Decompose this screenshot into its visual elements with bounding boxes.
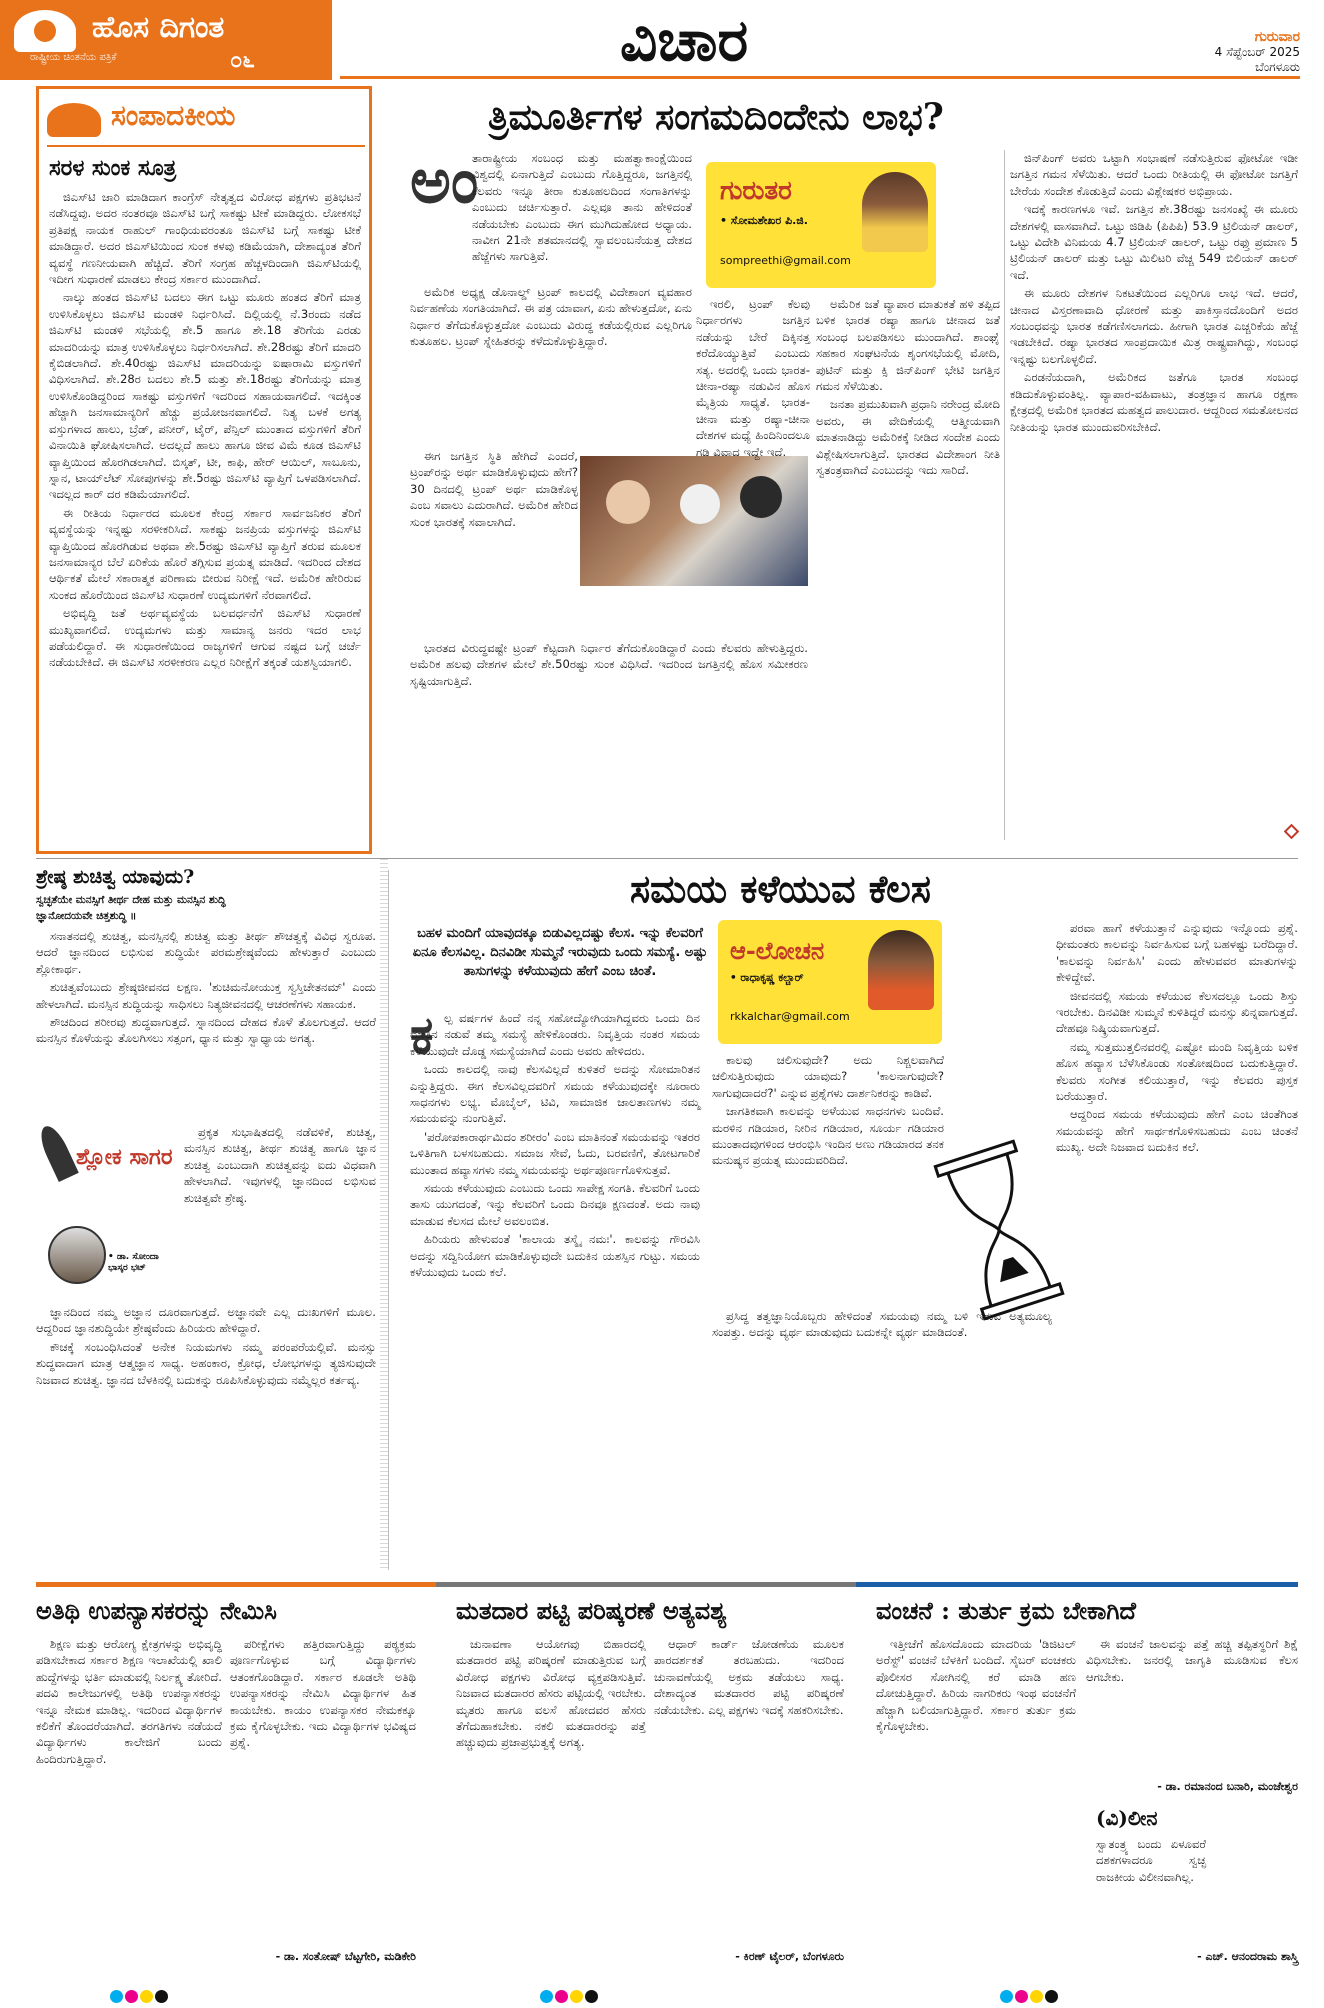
lead-col-mid (816, 296, 1000, 836)
lead-col-right (1010, 150, 1298, 836)
feature-body-side (184, 1124, 376, 1300)
second-paragraph: ಲ್ಪ ವರ್ಷಗಳ ಹಿಂದೆ ನನ್ನ ಸಹೋದ್ಯೋಗಿಯಾಗಿದ್ದವರು ಒಂದು ದಿನ ಮಾತಿನ ನಡುವೆ ತಮ್ಮ ಸಮಸ್ಯೆ ಹೇಳಿಕೊಂಡರು. ನಿವೃತ್ತಿಯ ನಂತರ ಸಮಯ ಕಳೆಯುವುದೇ ದೊಡ್ಡ ಸಮಸ್ಯೆಯಾಗಿದೆ ಎಂದು ಅವರು ಹೇಳಿದರು. (410, 1011, 700, 1058)
lead-paragraph: ಈ ಮೂರು ದೇಶಗಳ ನಿಕಟತೆಯಿಂದ ಎಲ್ಲರಿಗೂ ಲಾಭ ಇದೆ. ಆದರೆ, ಚೀನಾದ ವಿಸ್ತರಣಾವಾದಿ ಧೋರಣೆ ಮತ್ತು ಪಾಕಿಸ್ತಾನದೊಂದಿಗೆ ಅದರ ಸಂಬಂಧವನ್ನು ಭಾರತ ಕಡೆಗಣಿಸಲಾಗದು. ಹೀಗಾಗಿ ಭಾರತ ಎಚ್ಚರಿಕೆಯ ಹೆಜ್ಜೆ ಇಡಬೇಕಿದೆ. ರಷ್ಯಾ ಭಾರತದ ಸಾಂಪ್ರದಾಯಿಕ ಮಿತ್ರ ರಾಷ್ಟ್ರವಾಗಿದ್ದು, ಸಂಬಂಧ ಇನ್ನಷ್ಟು ಬಲಗೊಳ್ಳಲಿದೆ. (1010, 286, 1298, 366)
letter-tail-body (1096, 1836, 1206, 1946)
second-email: rkkalchar@gmail.com (730, 1010, 850, 1023)
second-deck: ಬಹಳ ಮಂದಿಗೆ ಯಾವುದಕ್ಕೂ ಬಿಡುವಿಲ್ಲದಷ್ಟು ಕೆಲಸ. ಇನ್ನು ಕೆಲವರಿಗೆ ಏನೂ ಕೆಲಸವಿಲ್ಲ. ದಿನವಿಡೀ ಸುಮ್ಮನೆ ಇರುವುದು ಒಂದು ಸಮಸ್ಯೆ. ಅಷ್ಟು ತಾಸುಗಳನ್ನು ಕಳೆಯುವುದು ಹೇಗೆ ಎಂಬ ಚಿಂತೆ. (412, 926, 708, 979)
editorial-paragraph: ಅಭಿವೃದ್ಧಿ ಜತೆ ಅರ್ಥವ್ಯವಸ್ಥೆಯ ಬಲವರ್ಧನೆಗೆ ಜಿಎಸ್‌ಟಿ ಸುಧಾರಣೆ ಮುಖ್ಯವಾಗಲಿದೆ. ಉದ್ಯಮಗಳು ಮತ್ತು ಸಾಮಾನ್ಯ ಜನರು ಇದರ ಲಾಭ ಪಡೆಯಲಿದ್ದಾರೆ. ಈ ಸುಧಾರಣೆಯಿಂದ ರಾಜ್ಯಗಳಿಗೆ ಆಗುವ ನಷ್ಟದ ಬಗ್ಗೆ ಚರ್ಚೆ ನಡೆಯಬೇಕಿದೆ. ಈ ಜಿಎಸ್‌ಟಿ ಸರಳೀಕರಣ ಎಲ್ಲರ ನಿರೀಕ್ಷೆಗೆ ತಕ್ಕಂತೆ ಯಶಸ್ವಿಯಾಗಲಿ. (49, 606, 361, 670)
lead-paragraph: ಎರಡನೆಯದಾಗಿ, ಅಮೆರಿಕದ ಜತೆಗೂ ಭಾರತ ಸಂಬಂಧ ಕಡಿದುಕೊಳ್ಳುವಂತಿಲ್ಲ. ವ್ಯಾಪಾರ-ವಹಿವಾಟು, ತಂತ್ರಜ್ಞಾನ ಹಾಗೂ ರಕ್ಷಣಾ ಕ್ಷೇತ್ರದಲ್ಲಿ ಅಮೆರಿಕ ಭಾರತದ ಮಹತ್ವದ ಪಾಲುದಾರ. ಆದ್ದರಿಂದ ಸಮತೋಲನದ ನೀತಿಯನ್ನು ಭಾರತ ಮುಂದುವರಿಸಬೇಕಿದೆ. (1010, 370, 1298, 434)
lead-col-left-bottom (410, 640, 808, 840)
lead-col-left-mid (410, 448, 578, 634)
lead-intro (472, 150, 692, 282)
masthead-rule (340, 76, 1300, 79)
editorial-paragraph: ನಾಲ್ಕು ಹಂತದ ಜಿಎಸ್‌ಟಿ ಬದಲು ಈಗ ಒಟ್ಟು ಮೂರು ಹಂತದ ತೆರಿಗೆ ಮಾತ್ರ ಉಳಿಸಿಕೊಳ್ಳಲು ಜಿಎಸ್‌ಟಿ ಮಂಡಳಿ ನಿರ್ಧರಿಸಿದೆ. ದಿಲ್ಲಿಯಲ್ಲಿ ನೆ.3ರಂದು ನಡೆದ ಜಿಎಸ್‌ಟಿ ಮಂಡಳಿ ಸಭೆಯಲ್ಲಿ ಶೇ.5 ಹಾಗೂ ಶೇ.18 ತೆರಿಗೆಯ ಎರಡು ಮಾದರಿಯನ್ನು ಮಾತ್ರ ಉಳಿಸಿಕೊಳ್ಳಲು ನಿರ್ಧರಿಸಲಾಗಿದೆ. ಶೇ.28ರಷ್ಟು ತೆರಿಗೆ ಮಾದರಿ ಕೈಬಿಡಲಾಗಿದೆ. ಶೇ.40ರಷ್ಟು ಜಿಎಸ್‌ಟಿ ಮಾದರಿಯನ್ನು ಐಷಾರಾಮಿ ವಸ್ತುಗಳಿಗೆ ವಿಧಿಸಲಾಗಿದೆ. ಶೇ.28ರ ಬದಲು ಶೇ.5 ಮತ್ತು ಶೇ.18ರಷ್ಟು ತೆರಿಗೆಯನ್ನು ಮಾತ್ರ ಉಳಿಸಿಕೊಂಡಿದ್ದರಿಂದ ಸಾಕಷ್ಟು ವಸ್ತುಗಳಿಗೆ ಇದರಿಂದ ಸಹಾಯವಾಗಲಿದೆ. ಇದಕ್ಕಿಂತ ಹೆಚ್ಚಾಗಿ ಜನಸಾಮಾನ್ಯರಿಗೆ ಹೆಚ್ಚು ಪ್ರಯೋಜನವಾಗಲಿದೆ. ನಿತ್ಯ ಬಳಕೆ ಅಗತ್ಯ ವಸ್ತುಗಳಾದ ಹಾಲು, ಬ್ರೆಡ್, ಪನೀರ್, ಟೈರ್, ಪೆನ್ಸಿಲ್ ಮುಂತಾದ ವಸ್ತುಗಳಿಗೆ ತೆರಿಗೆ ವಿನಾಯಿತಿ ಘೋಷಿಸಲಾಗಿದೆ. ಅದಲ್ಲದೆ ಹಾಲು ಹಾಗೂ ಜೀವ ವಿಮೆ ಕೂಡ ಜಿಎಸ್‌ಟಿ ವ್ಯಾಪ್ತಿಯಿಂದ ಹೊರಗಿಡಲಾಗಿದೆ. ಬಿಸ್ಕತ್, ಟೀ, ಕಾಫಿ, ಹೇರ್ ಆಯಿಲ್, ಸಾಬೂನು, ಸ್ನಾನ, ಟಾಯ್‌ಲೆಟ್ ಸೋಪುಗಳನ್ನು ಶೇ.5ರಷ್ಟು ಜಿಎಸ್‌ಟಿ ವ್ಯಾಪ್ತಿಗೆ ಒಳಪಡಿಸಲಾಗಿದೆ. ಇದಲ್ಲದ ಕಾರ್ ದರ ಕಡಿಮೆಯಾಗಲಿದೆ. (49, 290, 361, 502)
weekday: ಗುರುವಾರ (1254, 29, 1300, 45)
editorial-body (49, 189, 361, 845)
column-stripe (380, 858, 388, 1568)
second-paragraph: 'ಪರೋಪಕಾರಾರ್ಥಮಿದಂ ಶರೀರಂ' ಎಂಬ ಮಾತಿನಂತೆ ಸಮಯವನ್ನು ಇತರರ ಒಳಿತಿಗಾಗಿ ಬಳಸಬಹುದು. ಸಮಾಜ ಸೇವೆ, ಓದು, ಬರವಣಿಗೆ, ತೋಟಗಾರಿಕೆ ಮುಂತಾದ ಹವ್ಯಾಸಗಳು ನಮ್ಮ ಸಮಯವನ್ನು ಅರ್ಥಪೂರ್ಣಗೊಳಿಸುತ್ತವೆ. (410, 1129, 700, 1177)
feature-verse-1: ಸ್ವಚ್ಛತೆಯೇ ಮನಸ್ಸಿಗೆ ತೀರ್ಥ ದೇಹ ಮತ್ತು ಮನಸ್ಸಿನ ಶುದ್ಧಿ (36, 894, 226, 906)
edition-city: ಬೆಂಗಳೂರು (1255, 60, 1300, 74)
letter-body (36, 1636, 222, 1964)
feature-paragraph: ಪ್ರಕೃತ ಸುಭಾಷಿತದಲ್ಲಿ ನಡೆವಳಿಕೆ, ಶುಚಿತ್ವ, ಮನಸ್ಸಿನ ಶುಚಿತ್ವ, ತೀರ್ಥ ಶುಚಿತ್ವ ಹಾಗೂ ಜ್ಞಾನ ಶುಚಿತ್ವ ಎಂಬುದಾಗಿ ಶುಚಿತ್ವವನ್ನು ಐದು ವಿಧವಾಗಿ ಹೇಳಲಾಗಿದೆ. ಇವುಗಳಲ್ಲಿ ಜ್ಞಾನದಿಂದ ಲಭಿಸುವ ಶುಚಿತ್ವವೇ ಶ್ರೇಷ್ಠ. (184, 1125, 376, 1205)
letter-subhead: (ವಿ)ಲೀನ (1096, 1806, 1158, 1830)
issue-date: 4 ಸೆಪ್ಟೆಂಬರ್ 2025 (1214, 45, 1300, 59)
feature-paragraph: ಕೌಚಕ್ಕೆ ಸಂಬಂಧಿಸಿದಂತೆ ಅನೇಕ ನಿಯಮಗಳು ನಮ್ಮ ಪರಂಪರೆಯಲ್ಲಿವೆ. ಮನಸ್ಸು ಶುದ್ಧವಾದಾಗ ಮಾತ್ರ ಆತ್ಮಜ್ಞಾನ ಸಾಧ್ಯ. ಅಹಂಕಾರ, ಕ್ರೋಧ, ಲೋಭಗಳನ್ನು ತ್ಯಜಿಸುವುದೇ ನಿಜವಾದ ಶುಚಿತ್ವ. ಜ್ಞಾನದ ಬೆಳಕಿನಲ್ಲಿ ಬದುಕನ್ನು ರೂಪಿಸಿಕೊಳ್ಳುವುದು ನಮ್ಮೆಲ್ಲರ ಕರ್ತವ್ಯ. (36, 1339, 376, 1387)
letter-paragraph: ಆಧಾರ್ ಕಾರ್ಡ್ ಜೋಡಣೆಯ ಮೂಲಕ ಪಾರದರ್ಶಕತೆ ತರಬಹುದು. ಇದರಿಂದ ಚುನಾವಣೆಯಲ್ಲಿ ಅಕ್ರಮ ತಡೆಯಲು ಸಾಧ್ಯ. ದೇಶಾದ್ಯಂತ ಮತದಾರರ ಪಟ್ಟಿ ಪರಿಷ್ಕರಣೆ ನಡೆಯಬೇಕು. ಎಲ್ಲ ಪಕ್ಷಗಳು ಇದಕ್ಕೆ ಸಹಕರಿಸಬೇಕು. (654, 1637, 844, 1717)
editorial-box (36, 86, 372, 854)
second-col-mid (712, 1052, 944, 1302)
second-col-mid-bottom (712, 1308, 1052, 1566)
section-title: ವಿಚಾರ (620, 6, 749, 74)
registration-marks (540, 1988, 600, 2007)
column-rule (1004, 150, 1005, 840)
feature-body-top (36, 928, 376, 1116)
lead-paragraph: ಇರಲಿ, ಟ್ರಂಪ್ ಕೆಲವು ನಿರ್ಧಾರಗಳು ಜಗತ್ತಿನ ನಡೆಯನ್ನು ಬೇರೆ ದಿಕ್ಕಿನತ್ತ ಕರೆದೊಯ್ಯುತ್ತಿವೆ ಎಂಬುದು ಸತ್ಯ. ಅದರಲ್ಲಿ ಒಂದು ಭಾರತ-ಚೀನಾ-ರಷ್ಯಾ ನಡುವಿನ ಹೊಸ ಮೈತ್ರಿಯ ಸಾಧ್ಯತೆ. ಭಾರತ-ಚೀನಾ ಮತ್ತು ರಷ್ಯಾ-ಚೀನಾ ದೇಶಗಳ ಮಧ್ಯೆ ಹಿಂದಿನಿಂದಲೂ ಗಡಿ ವಿವಾದ ಇದ್ದೇ ಇದೆ. (696, 297, 810, 459)
second-col-left (410, 1005, 700, 1566)
letter-tail: ಸ್ವಾತಂತ್ರ್ಯ ಬಂದು ಏಳೂವರೆ ದಶಕಗಳಾದರೂ ಸ್ವಚ್ಛ ರಾಜಕೀಯ ವಿಲೀನವಾಗಿಲ್ಲ. (1096, 1837, 1206, 1884)
date-block (1140, 30, 1300, 75)
lead-paragraph: ಜನತಾ ಪ್ರಮುಖವಾಗಿ ಪ್ರಧಾನಿ ನರೇಂದ್ರ ಮೋದಿ ಅವರು, ಈ ವೇದಿಕೆಯಲ್ಲಿ ಆತ್ಮೀಯವಾಗಿ ಮಾತನಾಡಿದ್ದು ಅಮೆರಿಕಕ್ಕೆ ನೀಡಿದ ಸಂದೇಶ ಎಂದು ವಿಶ್ಲೇಷಿಸಲಾಗುತ್ತಿದೆ. ಭಾರತದ ವಿದೇಶಾಂಗ ನೀತಿ ಸ್ವತಂತ್ರವಾಗಿದೆ ಎಂಬುದನ್ನು ಇದು ಸಾರಿದೆ. (816, 397, 1000, 478)
second-author: • ರಾಧಾಕೃಷ್ಣ ಕಲ್ಚಾರ್ (730, 972, 804, 984)
letter-paragraph: ಚುನಾವಣಾ ಆಯೋಗವು ಬಿಹಾರದಲ್ಲಿ ಮತದಾರರ ಪಟ್ಟಿ ಪರಿಷ್ಕರಣೆ ಮಾಡುತ್ತಿರುವ ಬಗ್ಗೆ ವಿರೋಧ ಪಕ್ಷಗಳು ವಿರೋಧ ವ್ಯಕ್ತಪಡಿಸುತ್ತಿವೆ. ನಿಜವಾದ ಮತದಾರರ ಹೆಸರು ಪಟ್ಟಿಯಲ್ಲಿ ಇರಬೇಕು. ಮೃತರು ಹಾಗೂ ವಲಸೆ ಹೋದವರ ಹೆಸರು ತೆಗೆದುಹಾಕಬೇಕು. ನಕಲಿ ಮತದಾರರನ್ನು ಪತ್ತೆ ಹಚ್ಚುವುದು ಪ್ರಜಾಪ್ರಭುತ್ವಕ್ಕೆ ಅಗತ್ಯ. (456, 1637, 646, 1750)
letters-rule-orange (36, 1582, 436, 1587)
letter-body (876, 1636, 1076, 1964)
second-paragraph: ಪರವಾ ಹಾಗೆ ಕಳೆಯುತ್ತಾನೆ ಎನ್ನುವುದು ಇನ್ನೊಂದು ಪ್ರಶ್ನೆ. ಧೀಮಂತರು ಕಾಲವನ್ನು ನಿರ್ವಹಿಸುವ ಬಗ್ಗೆ ಬಹಳಷ್ಟು ಬರೆದಿದ್ದಾರೆ. 'ಕಾಲವನ್ನು ನಿರ್ವಹಿಸಿ' ಎಂದು ಹೇಳುವವರ ಮಾತುಗಳನ್ನು ಕೇಳಿದ್ದೇವೆ. (1056, 921, 1298, 985)
second-paragraph: ನಮ್ಮ ಸುತ್ತಮುತ್ತಲಿನವರಲ್ಲಿ ಎಷ್ಟೋ ಮಂದಿ ನಿವೃತ್ತಿಯ ಬಳಿಕ ಹೊಸ ಹವ್ಯಾಸ ಬೆಳೆಸಿಕೊಂಡು ಸಂತೋಷದಿಂದ ಬದುಕುತ್ತಿದ್ದಾರೆ. ಕೆಲವರು ಸಂಗೀತ ಕಲಿಯುತ್ತಾರೆ, ಇನ್ನು ಕೆಲವರು ಪುಸ್ತಕ ಬರೆಯುತ್ತಾರೆ. (1056, 1039, 1298, 1104)
second-col-right (1056, 920, 1298, 1566)
brand-name: ಹೊಸ ದಿಗಂತ (92, 10, 225, 45)
lead-email: sompreethi@gmail.com (720, 254, 851, 267)
second-paragraph: ಕಾಲವು ಚಲಿಸುವುದೇ? ಅದು ನಿಶ್ಚಲವಾಗಿದೆ ಚಲಿಸುತ್ತಿರುವುದು ಯಾವುದು? 'ಕಾಲನಾಗುವುದೇ? ಸಾಗುವುದಾದರೆ?' ಎನ್ನುವ ಪ್ರಶ್ನೆಗಳು ದಾರ್ಶನಿಕರನ್ನು ಕಾಡಿವೆ. (712, 1053, 944, 1100)
letter-paragraph: ಇತ್ತೀಚೆಗೆ ಹೊಸದೊಂದು ಮಾದರಿಯ 'ಡಿಜಿಟಲ್ ಅರೆಸ್ಟ್' ವಂಚನೆ ಬೆಳಕಿಗೆ ಬಂದಿದೆ. ಸೈಬರ್ ವಂಚಕರು ಪೊಲೀಸರ ಸೋಗಿನಲ್ಲಿ ಕರೆ ಮಾಡಿ ಹಣ ದೋಚುತ್ತಿದ್ದಾರೆ. ಹಿರಿಯ ನಾಗರಿಕರು ಇಂಥ ವಂಚನೆಗೆ ಹೆಚ್ಚಾಗಿ ಬಲಿಯಾಗುತ್ತಿದ್ದಾರೆ. ಸರ್ಕಾರ ತುರ್ತು ಕ್ರಮ ಕೈಗೊಳ್ಳಬೇಕು. (876, 1637, 1076, 1734)
section-rule (36, 858, 1298, 859)
feature-paragraph: ಶೌಚದಿಂದ ಶರೀರವು ಶುದ್ಧವಾಗುತ್ತದೆ. ಸ್ನಾನದಿಂದ ದೇಹದ ಕೊಳೆ ತೊಲಗುತ್ತದೆ. ಆದರೆ ಮನಸ್ಸಿನ ಕೊಳೆಯನ್ನು ತೊಲಗಿಸಲು ಸತ್ಸಂಗ, ಧ್ಯಾನ ಮತ್ತು ಸ್ವಾಧ್ಯಾಯ ಅಗತ್ಯ. (36, 1015, 376, 1046)
lead-paragraph: ಭಾರತದ ವಿರುದ್ಧವಷ್ಟೇ ಟ್ರಂಪ್ ಕೆಟ್ಟದಾಗಿ ನಿರ್ಧಾರ ತೆಗೆದುಕೊಂಡಿದ್ದಾರೆ ಎಂದು ಕೆಲವರು ಹೇಳುತ್ತಿದ್ದರು. ಅಮೆರಿಕ ಹಲವು ದೇಶಗಳ ಮೇಲೆ ಶೇ.50ರಷ್ಟು ಸುಂಕ ವಿಧಿಸಿದೆ. ಇದರಿಂದ ಜಗತ್ತಿನಲ್ಲಿ ಹೊಸ ಸಮೀಕರಣ ಸೃಷ್ಟಿಯಾಗುತ್ತಿದೆ. (410, 641, 808, 688)
leaders-photo (580, 456, 808, 586)
editorial-badge: ಸಂಪಾದಕೀಯ (111, 99, 236, 132)
editorial-paragraph: ಜಿಎಸ್‌ಟಿ ಜಾರಿ ಮಾಡಿದಾಗ ಕಾಂಗ್ರೆಸ್ ನೇತೃತ್ವದ ವಿರೋಧ ಪಕ್ಷಗಳು ಪ್ರತಿಭಟನೆ ನಡೆಸಿದ್ದವು. ಅದರ ನಂತರವೂ ಜಿಎಸ್‌ಟಿ ಬಗ್ಗೆ ಸಾಕಷ್ಟು ಟೀಕೆ ಮಾಡಿದ್ದರು. ಲೋಕಸಭೆ ಪ್ರತಿಪಕ್ಷ ನಾಯಕ ರಾಹುಲ್ ಗಾಂಧಿಯವರಂತೂ ಜಿಎಸ್‌ಟಿ ಬಗ್ಗೆ ಸಾಕಷ್ಟು ಟೀಕೆ ಮಾಡಿದ್ದಾರೆ. ಅದರ ಜಿಎಸ್‌ಟಿಯಿಂದ ಸುಂಕ ಕಳವು ಕಡಿಮೆಯಾಗಿ, ದೇಶಾದ್ಯಂತ ತೆರಿಗೆ ವ್ಯವಸ್ಥೆ ಗಣನೀಯವಾಗಿ ಹೆಚ್ಚಿದೆ. ತೆರಿಗೆ ಸಂಗ್ರಹ ಹೆಚ್ಚಳದಿಂದಾಗಿ ಜಿಎಸ್‌ಟಿಯಲ್ಲಿ ಇದೀಗ ಸುಧಾರಣೆ ಮಾಡಲು ಕೇಂದ್ರ ಸರ್ಕಾರ ಮುಂದಾಗಿದೆ. (49, 190, 361, 287)
leader-face-1 (606, 480, 650, 524)
letter-body (230, 1636, 416, 1946)
lead-column-name: ಗುರುತರ (720, 176, 792, 206)
masthead-brand (0, 0, 332, 80)
second-paragraph: ಹಿರಿಯರು ಹೇಳುವಂತೆ 'ಕಾಲಾಯ ತಸ್ಮೈ ನಮಃ'. ಕಾಲವನ್ನು ಗೌರವಿಸಿ ಅದನ್ನು ಸದ್ವಿನಿಯೋಗ ಮಾಡಿಕೊಳ್ಳುವುದೇ ಬದುಕಿನ ಯಶಸ್ಸಿನ ಗುಟ್ಟು. ಸಮಯ ಕಳೆಯುವುದು ಒಂದು ಕಲೆ. (410, 1232, 700, 1280)
second-column-name: ಆ-ಲೋಚನ (730, 936, 825, 965)
letters-rule-gray (436, 1582, 856, 1587)
letter-title: ಮತದಾರ ಪಟ್ಟಿ ಪರಿಷ್ಕರಣೆ ಅತ್ಯವಶ್ಯ (456, 1596, 727, 1625)
registration-marks (1000, 1988, 1060, 2007)
feature-paragraph: ಸನಾತನದಲ್ಲಿ ಶುಚಿತ್ವ, ಮನಸ್ಸಿನಲ್ಲಿ ಶುಚಿತ್ವ ಮತ್ತು ತೀರ್ಥ ಶೌಚತ್ವಕ್ಕೆ ವಿವಿಧ ಸ್ವರೂಪ. ಆದರೆ ಜ್ಞಾನದಿಂದ ಲಭಿಸುವ ಶುದ್ಧಿಯೇ ಪರಮಶ್ರೇಷ್ಠವೆಂದು ಹೇಳುತ್ತಾರೆ ಎಂಬುದು ಶ್ಲೋಕಾರ್ಥ. (36, 929, 376, 976)
hourglass-icon (944, 1140, 1054, 1320)
feature-paragraph: ಜ್ಞಾನದಿಂದ ನಮ್ಮ ಅಜ್ಞಾನ ದೂರವಾಗುತ್ತದೆ. ಅಜ್ಞಾನವೇ ಎಲ್ಲ ದುಃಖಗಳಿಗೆ ಮೂಲ. ಆದ್ದರಿಂದ ಜ್ಞಾನಶುದ್ಧಿಯೇ ಶ್ರೇಷ್ಠವೆಂದು ಹಿರಿಯರು ಹೇಳಿದ್ದಾರೆ. (36, 1305, 376, 1336)
second-paragraph: ಆದ್ದರಿಂದ ಸಮಯ ಕಳೆಯುವುದು ಹೇಗೆ ಎಂಬ ಚಿಂತೆಗಿಂತ ಸಮಯವನ್ನು ಹೇಗೆ ಸಾರ್ಥಕಗೊಳಿಸಬಹುದು ಎಂಬ ಚಿಂತನೆ ಮುಖ್ಯ. ಅದೇ ನಿಜವಾದ ಬದುಕಿನ ಕಲೆ. (1056, 1107, 1298, 1155)
letter-tail-signature: - ಎಚ್. ಆನಂದರಾಮ ಶಾಸ್ತ್ರಿ (1197, 1950, 1298, 1963)
lead-author-card (706, 162, 936, 288)
quill-icon (35, 1122, 79, 1182)
editorial-paragraph: ಈ ರೀತಿಯ ನಿರ್ಧಾರದ ಮೂಲಕ ಕೇಂದ್ರ ಸರ್ಕಾರ ಸಾರ್ವಜನಿಕರ ತೆರಿಗೆ ವ್ಯವಸ್ಥೆಯನ್ನು ಇನ್ನಷ್ಟು ಸರಳೀಕರಿಸಿದೆ. ಸಾಕಷ್ಟು ಜನಪ್ರಿಯ ವಸ್ತುಗಳನ್ನು ಜಿಎಸ್‌ಟಿ ವ್ಯಾಪ್ತಿಯಿಂದ ಹೊರಗಿಡುವ ಅಥವಾ ಶೇ.5ರಷ್ಟು ಜಿಎಸ್‌ಟಿ ವ್ಯಾಪ್ತಿಗೆ ತರುವ ಮೂಲಕ ಜನಸಾಮಾನ್ಯರ ಬೆಲೆ ಏರಿಕೆಯ ಹೊರೆ ತಗ್ಗಿಸುವ ಪ್ರಯತ್ನ ಮಾಡಿದೆ. ಇದರಿಂದ ದೇಶದ ಆರ್ಥಿಕತೆ ಮೇಲೆ ಸಕಾರಾತ್ಮಕ ಪರಿಣಾಮ ಬೀರುವ ನಿರೀಕ್ಷೆ ಇದೆ. ಅಮೆರಿಕ ಹೇರಿರುವ ಸುಂಕದ ಹೊರೆಯಿಂದ ಜಿಎಸ್‌ಟಿ ಸುಧಾರಣೆ ಉದ್ಯಮಗಳಿಗೆ ನೆರವಾಗಲಿದೆ. (49, 505, 361, 602)
second-paragraph: ಜಾಗತಿಕವಾಗಿ ಕಾಲವನ್ನು ಅಳೆಯುವ ಸಾಧನಗಳು ಬಂದಿವೆ. ಮರಳಿನ ಗಡಿಯಾರ, ನೀರಿನ ಗಡಿಯಾರ, ಸೂರ್ಯ ಗಡಿಯಾರ ಮುಂತಾದವುಗಳಿಂದ ಆರಂಭಿಸಿ ಇಂದಿನ ಅಣು ಗಡಿಯಾರದ ತನಕ ಮನುಷ್ಯನ ಪ್ರಯತ್ನ ಮುಂದುವರಿದಿದೆ. (712, 1104, 944, 1168)
shloka-badge-label: ಶ್ಲೋಕ ಸಾಗರ (76, 1144, 173, 1170)
editorial-divider (47, 145, 365, 147)
letter-paragraph: ಶಿಕ್ಷಣ ಮತ್ತು ಆರೋಗ್ಯ ಕ್ಷೇತ್ರಗಳನ್ನು ಅಭಿವೃದ್ಧಿ ಪಡಿಸಬೇಕಾದ ಸರ್ಕಾರ ಶಿಕ್ಷಣ ಇಲಾಖೆಯಲ್ಲಿ ಖಾಲಿ ಹುದ್ದೆಗಳನ್ನು ಭರ್ತಿ ಮಾಡುವಲ್ಲಿ ನಿರ್ಲಕ್ಷ್ಯ ತೋರಿದೆ. ಪದವಿ ಕಾಲೇಜುಗಳಲ್ಲಿ ಅತಿಥಿ ಉಪನ್ಯಾಸಕರನ್ನು ಇನ್ನೂ ನೇಮಕ ಮಾಡಿಲ್ಲ. ಇದರಿಂದ ವಿದ್ಯಾರ್ಥಿಗಳ ಕಲಿಕೆಗೆ ತೊಂದರೆಯಾಗಿದೆ. ತರಗತಿಗಳು ನಡೆಯದೆ ವಿದ್ಯಾರ್ಥಿಗಳು ಕಾಲೇಜಿಗೆ ಬಂದು ಹಿಂದಿರುಗುತ್ತಿದ್ದಾರೆ. (36, 1637, 222, 1766)
second-author-card (718, 920, 942, 1044)
lead-paragraph: ತಾರಾಷ್ಟ್ರೀಯ ಸಂಬಂಧ ಮತ್ತು ಮಹತ್ವಾಕಾಂಕ್ಷೆಯಿಂದ ವಿಶ್ವದಲ್ಲಿ ಏನಾಗುತ್ತಿದೆ ಎಂಬುದು ಗೊತ್ತಿದ್ದರೂ, ಜಗತ್ತಿನಲ್ಲಿ ಕೆಲವರು ಇನ್ನೂ ತೀರಾ ಕುತೂಹಲದಿಂದ ಸಂಗಾತಿಗಳನ್ನು ಎಂಬುದು ಚರ್ಚಿಸುತ್ತಾರೆ. ಎಲ್ಲವೂ ತಾನು ಹೇಳಿದಂತೆ ನಡೆಯಬೇಕು ಎಂಬುದು ಈಗ ಮುಗಿದುಹೋದ ಅಧ್ಯಾಯ. ನಾವೀಗ 21ನೇ ಶತಮಾನದಲ್ಲಿ ಸ್ವಾವಲಂಬನೆಯತ್ತ ದೇಶದ ಹೆಜ್ಜೆಗಳು ಸಾಗುತ್ತಿವೆ. (472, 151, 692, 264)
lead-col-mid-top (696, 296, 810, 459)
page-number: ೦೬ (230, 48, 255, 73)
editorial-title: ಸರಳ ಸುಂಕ ಸೂತ್ರ (49, 155, 177, 181)
column-rule (388, 870, 389, 1570)
letter-paragraph: ಪರೀಕ್ಷೆಗಳು ಹತ್ತಿರವಾಗುತ್ತಿದ್ದು ಪಠ್ಯಕ್ರಮ ಪೂರ್ಣಗೊಳ್ಳುವ ಬಗ್ಗೆ ವಿದ್ಯಾರ್ಥಿಗಳು ಆತಂಕಗೊಂಡಿದ್ದಾರೆ. ಸರ್ಕಾರ ಕೂಡಲೇ ಅತಿಥಿ ಉಪನ್ಯಾಸಕರನ್ನು ನೇಮಿಸಿ ವಿದ್ಯಾರ್ಥಿಗಳ ಹಿತ ಕಾಯಬೇಕು. ಕಾಯಂ ಉಪನ್ಯಾಸಕರ ನೇಮಕಕ್ಕೂ ಕ್ರಮ ಕೈಗೊಳ್ಳಬೇಕು. ಇದು ವಿದ್ಯಾರ್ಥಿಗಳ ಭವಿಷ್ಯದ ಪ್ರಶ್ನೆ. (230, 1637, 416, 1750)
lead-paragraph: ಇದಕ್ಕೆ ಕಾರಣಗಳೂ ಇವೆ. ಜಗತ್ತಿನ ಶೇ.38ರಷ್ಟು ಜನಸಂಖ್ಯೆ ಈ ಮೂರು ದೇಶಗಳಲ್ಲಿ ವಾಸವಾಗಿದೆ. ಒಟ್ಟು ಜಿಡಿಪಿ (ಪಿಪಿಪಿ) 53.9 ಟ್ರಿಲಿಯನ್ ಡಾಲರ್, ಒಟ್ಟು ವಿದೇಶಿ ವಿನಿಮಯ 4.7 ಟ್ರಿಲಿಯನ್ ಡಾಲರ್, ಒಟ್ಟು ರಫ್ತು ಪ್ರಮಾಣ 5 ಟ್ರಿಲಿಯನ್ ಡಾಲರ್ ಮತ್ತು ಒಟ್ಟು ಮಿಲಿಟರಿ ವೆಚ್ಚ 549 ಬಿಲಿಯನ್ ಡಾಲರ್ ಇದೆ. (1010, 202, 1298, 282)
lead-author: • ಸೋಮಶೇಖರ ಪಿ.ಜಿ. (720, 214, 808, 227)
letter-signature: - ಡಾ. ರಮಾನಂದ ಬನಾರಿ, ಮಂಜೇಶ್ವರ (1157, 1780, 1298, 1793)
brand-tagline: ರಾಷ್ಟ್ರೀಯ ಚಿಂತನೆಯ ಪತ್ರಿಕೆ (30, 52, 117, 63)
second-paragraph: ಪ್ರಸಿದ್ಧ ತತ್ವಜ್ಞಾನಿಯೊಬ್ಬರು ಹೇಳಿದಂತೆ ಸಮಯವು ನಮ್ಮ ಬಳಿ ಇರುವ ಅತ್ಯಮೂಲ್ಯ ಸಂಪತ್ತು. ಅದನ್ನು ವ್ಯರ್ಥ ಮಾಡುವುದು ಬದುಕನ್ನೇ ವ್ಯರ್ಥ ಮಾಡಿದಂತೆ. (712, 1309, 1052, 1340)
brand-logo-icon (14, 10, 76, 52)
lead-paragraph: ಈಗ ಜಗತ್ತಿನ ಸ್ಥಿತಿ ಹೇಗಿದೆ ಎಂದರೆ, ಟ್ರಂಪ್‌ರನ್ನು ಅರ್ಥ ಮಾಡಿಕೊಳ್ಳುವುದು ಹೇಗೆ? 30 ದಿನದಲ್ಲಿ ಟ್ರಂಪ್ ಅರ್ಥ ಮಾಡಿಕೊಳ್ಳ ಎಂಬ ಸವಾಲು ಎದುರಾಗಿದೆ. ಅಮೆರಿಕ ಹೇರಿದ ಸುಂಕ ಭಾರತಕ್ಕೆ ಸವಾಲಾಗಿದೆ. (410, 449, 578, 529)
feature-title: ಶ್ರೇಷ್ಠ ಶುಚಿತ್ವ ಯಾವುದು? (36, 866, 195, 888)
shloka-author: • ಡಾ. ಸೋಂದಾ ಭಾಸ್ಕರ ಭಟ್ (108, 1252, 159, 1273)
second-headline: ಸಮಯ ಕಳೆಯುವ ಕೆಲಸ (630, 866, 931, 911)
lead-drop-cap: ಅಂ (410, 144, 479, 217)
shloka-author-photo (48, 1226, 106, 1284)
feature-verse-2: ಜ್ಞಾನೋದಯವೇ ಚಿತ್ತಶುದ್ಧಿ ॥ (36, 910, 137, 922)
letter-signature: - ಡಾ. ಸಂತೋಷ್ ಬೆಟ್ಟಗೇರಿ, ಮಡಿಕೇರಿ (275, 1950, 416, 1963)
lead-headline: ತ್ರಿಮೂರ್ತಿಗಳ ಸಂಗಮದಿಂದೇನು ಲಾಭ? (488, 96, 944, 138)
shloka-badge (36, 1124, 176, 1300)
second-author-photo (868, 930, 934, 1010)
letter-title: ಅತಿಥಿ ಉಪನ್ಯಾಸಕರನ್ನು ನೇಮಿಸಿ (36, 1596, 277, 1625)
letter-title: ವಂಚನೆ : ತುರ್ತು ಕ್ರಮ ಬೇಕಾಗಿದೆ (876, 1596, 1136, 1625)
leader-face-2 (680, 484, 720, 524)
feature-paragraph: ಶುಚಿತ್ವವೆಂಬುದು ಶ್ರೇಷ್ಠಜೀವನದ ಲಕ್ಷಣ. 'ಶುಚಿಮನೋಯುಕ್ತ ಸ್ವಸ್ತಿಚೇತನಮ್' ಎಂದು ಹೇಳಲಾಗಿದೆ. ಮನಸ್ಸಿನ ಶುದ್ಧಿಯನ್ನು ಸಾಧಿಸಲು ನಿತ್ಯಜೀವನದಲ್ಲಿ ಆಚರಣೆಗಳು ಸಹಾಯಕ. (36, 980, 376, 1011)
lead-paragraph: ಅಮೆರಿಕ ಅಧ್ಯಕ್ಷ ಡೊನಾಲ್ಡ್ ಟ್ರಂಪ್ ಕಾಲದಲ್ಲಿ ವಿದೇಶಾಂಗ ವ್ಯವಹಾರ ನಿರ್ವಹಣೆಯ ಸಂಗತಿಯಾಗಿದೆ. ಈ ಪತ್ರ ಯಾವಾಗ, ಏನು ಹೇಳುತ್ತದೋ, ಏನು ನಿರ್ಧಾರ ತೆಗೆದುಕೊಳ್ಳುತ್ತದೋ ಎಂಬುದು ವಿರುದ್ಧ ಕಡೆಯಲ್ಲಿರುವ ಎಲ್ಲರಿಗೂ ಕುತೂಹಲ. ಟ್ರಂಪ್ ಸ್ನೇಹಿತರನ್ನು ಕಳೆದುಕೊಳ್ಳುತ್ತಿದ್ದಾರೆ. (410, 285, 692, 349)
second-paragraph: ಸಮಯ ಕಳೆಯುವುದು ಎಂಬುದು ಒಂದು ಸಾಪೇಕ್ಷ ಸಂಗತಿ. ಕೆಲವರಿಗೆ ಒಂದು ತಾಸು ಯುಗದಂತೆ, ಇನ್ನು ಕೆಲವರಿಗೆ ಒಂದು ದಿನವೂ ಕ್ಷಣದಂತೆ. ಅದು ನಾವು ಮಾಡುವ ಕೆಲಸದ ಮೇಲೆ ಅವಲಂಬಿತ. (410, 1181, 700, 1228)
leader-face-3 (740, 476, 782, 518)
feature-body-bottom (36, 1304, 376, 1566)
letter-body (1086, 1636, 1298, 1776)
letter-body (654, 1636, 844, 1946)
editorial-logo-icon (47, 103, 101, 137)
letter-paragraph: ಈ ವಂಚನೆ ಜಾಲವನ್ನು ಪತ್ತೆ ಹಚ್ಚಿ ತಪ್ಪಿತಸ್ಥರಿಗೆ ಶಿಕ್ಷೆ ವಿಧಿಸಬೇಕು. ಜನರಲ್ಲಿ ಜಾಗೃತಿ ಮೂಡಿಸುವ ಕೆಲಸ ಆಗಬೇಕು. (1086, 1637, 1298, 1684)
registration-marks (110, 1988, 170, 2007)
letter-signature: - ಕಿರಣ್ ಟೈಲರ್, ಬೆಂಗಳೂರು (735, 1950, 844, 1963)
second-paragraph: ಒಂದು ಕಾಲದಲ್ಲಿ ನಾವು ಕೆಲಸವಿಲ್ಲದೆ ಕುಳಿತರೆ ಅದನ್ನು ಸೋಮಾರಿತನ ಎನ್ನುತ್ತಿದ್ದರು. ಈಗ ಕೆಲಸವಿಲ್ಲದವರಿಗೆ ಸಮಯ ಕಳೆಯುವುದಕ್ಕೇ ನೂರಾರು ಸಾಧನಗಳು ಲಭ್ಯ. ಮೊಬೈಲ್, ಟಿವಿ, ಸಾಮಾಜಿಕ ಜಾಲತಾಣಗಳು ನಮ್ಮ ಸಮಯವನ್ನು ನುಂಗುತ್ತಿವೆ. (410, 1062, 700, 1126)
lead-paragraph: ಜಿನ್‌ಪಿಂಗ್ ಅವರು ಒಟ್ಟಾಗಿ ಸಂಭಾಷಣೆ ನಡೆಸುತ್ತಿರುವ ಫೋಟೋ ಇಡೀ ಜಗತ್ತಿನ ಗಮನ ಸೆಳೆಯಿತು. ಆದರೆ ಒಂದು ರೀತಿಯಲ್ಲಿ ಈ ಫೋಟೋ ಜಗತ್ತಿಗೆ ಬೇರೆಯ ಸಂದೇಶ ಕೊಡುತ್ತಿದೆ ಎಂದು ವಿಶ್ಲೇಷಕರ ಅಭಿಪ್ರಾಯ. (1010, 151, 1298, 198)
letter-body (456, 1636, 646, 1964)
lead-author-photo (862, 172, 928, 252)
lead-paragraph: ಅಮೆರಿಕ ಜತೆ ವ್ಯಾಪಾರ ಮಾತುಕತೆ ಹಳಿ ತಪ್ಪಿದ ಬಳಿಕ ಭಾರತ ರಷ್ಯಾ ಹಾಗೂ ಚೀನಾದ ಜತೆ ಸಂಬಂಧ ಬಲಪಡಿಸಲು ಮುಂದಾಗಿದೆ. ಶಾಂಘೈ ಸಹಕಾರ ಸಂಘಟನೆಯ ಶೃಂಗಸಭೆಯಲ್ಲಿ ಮೋದಿ, ಪುಟಿನ್ ಮತ್ತು ಕ್ಸಿ ಜಿನ್‌ಪಿಂಗ್ ಭೇಟಿ ಜಗತ್ತಿನ ಗಮನ ಸೆಳೆಯಿತು. (816, 297, 1000, 394)
lead-col-left-top (410, 284, 692, 444)
second-drop-cap: ಕ (410, 1005, 434, 1066)
letters-rule-blue (856, 1582, 1298, 1587)
second-paragraph: ಜೀವನದಲ್ಲಿ ಸಮಯ ಕಳೆಯುವ ಕೆಲಸದಲ್ಲೂ ಒಂದು ಶಿಸ್ತು ಇರಬೇಕು. ದಿನವಿಡೀ ಸುಮ್ಮನೆ ಕುಳಿತಿದ್ದರೆ ಮನಸ್ಸು ಖಿನ್ನವಾಗುತ್ತದೆ. ದೇಹವೂ ನಿಷ್ಕ್ರಿಯವಾಗುತ್ತದೆ. (1056, 988, 1298, 1036)
